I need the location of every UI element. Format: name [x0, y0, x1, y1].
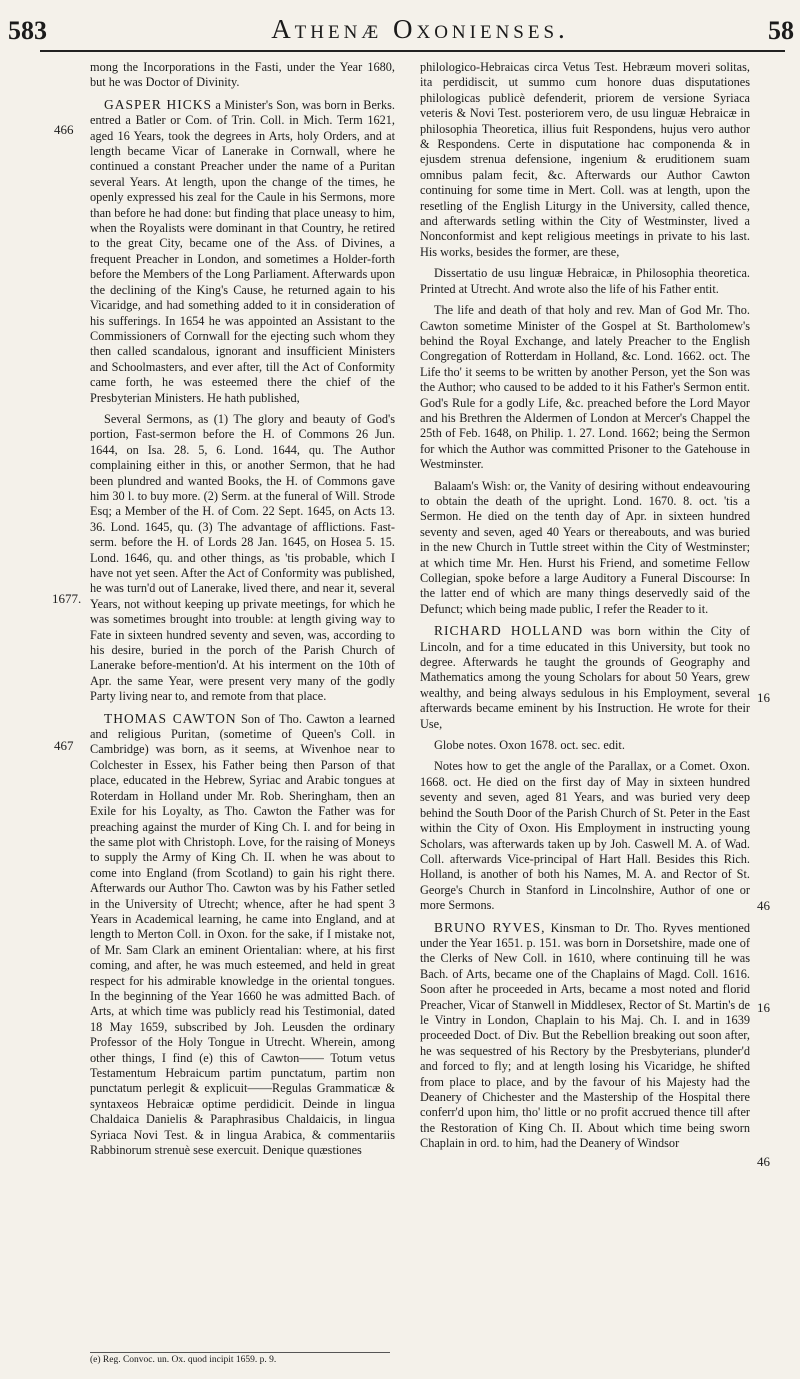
year-marker-1677: 1677.	[52, 591, 82, 606]
cawton-dissertatio: Dissertatio de usu linguæ Hebraicæ, in Philosophia theoretica. Printed at Utrecht. And wrote also the life of his Father entit.	[420, 266, 750, 296]
entry-name-cawton: THOMAS CAWTON	[104, 710, 237, 726]
entry-bruno-ryves	[420, 920, 750, 1152]
page-number-left: 583	[8, 16, 47, 45]
page-number-right: 58	[768, 16, 794, 45]
margin-number-right-a: 16	[757, 690, 770, 705]
entry-body-hicks: a Minister's Son, was born in Berks. entred a Batler or Com. of Trin. Coll. in Mich. Term 1621, aged 16 Years, took the degrees in Arts, holy Orders, and at length became Vicar of Lanerake in Cornwall, where he continued a constant Preacher under the name of a Puritan several Years. At length, upon the change of the times, he openly expressed his zeal for the Caule in his Sermons, more than before he had done: but finding that place uneasy to him, when the Royalists were dominant in that Country, he retired to the great City, became one of the Ass. of Divines, a frequent Preacher in London, and sometimes a Holder-forth before the Members of the Long Parliament. Afterwards upon the declining of the King's Cause, he returned again to his Vicaridge, and had something added to it in consideration of his sufferings. In 1654 he was appointed an Assistant to the Commissioners of Cornwall for the ejecting such whom they then called scandalous, ignorant and insufficient Ministers and Schoolmasters, and ever after, till the Act of Conformity came forth, he was esteemed there the chief of the Presbyterian Ministers. He hath published,	[90, 97, 395, 405]
margin-number-right-c: 16	[757, 1000, 770, 1015]
cawton-balaams-wish: Balaam's Wish: or, the Vanity of desiring without endeavouring to obtain the death of the upright. Lond. 1670. 8. oct. 'tis a Sermon. He died on the tenth day of Apr. in sixteen hundred seventy and seven, aged 40 Years or thereabouts, and was buried in the new Church in Tuttle street within the City of Westminster; at which time Mr. Hen. Hurst his Friend, and sometime Fellow Collegian, spoke before a large Auditory a Funeral Discourse: In the latter end of which are many things deservedly said of the Defunct; which being made public, I refer the Reader to it.	[420, 478, 750, 616]
continued-latin-paragraph: philologico-Hebraicas circa Vetus Test. Hebræum moveri solitas, ita perdidiscit, ut summo cum honore duas disputationes philologicas publicè defenderit, priorem de versione Syriaca veteris & Novi Test. posteriorem vero, de usu linguæ Hebraicæ in philosophia Theoretica, illius fuit Respondens, hujus vero author & Respondens. Certe in disputatione hac componenda & in ejusdem strenua defensione, ingenium & eruditionem suam omnibus palam fecit, &c. Afterwards our Author Cawton continuing for some time in Mert. Coll. was at length, upon the resetling of the English Liturgy in the University, called thence, and afterwards setling within the City of Westminster, lived a Nonconformist and kept religious meetings in private to his last. His works, besides the former, are these,	[420, 60, 750, 259]
entry-number-467: 467	[54, 738, 74, 753]
margin-number-right-d: 46	[757, 1154, 770, 1169]
entry-richard-holland	[420, 623, 750, 732]
holland-notes-parallax: Notes how to get the angle of the Parallax, or a Comet. Oxon. 1668. oct. He died on the first day of May in sixteen hundred seventy and seven, aged 81 Years, and was buried very deep behind the South Door of the Parish Church of St. Peter in the East within the City of Oxon. His Employment in instructing young Scholars, was afterwards taken up by Joh. Caswell M. A. of Wad. Coll. afterwards Vice-principal of Hart Hall. Besides this Rich. Holland, is another of both his Names, M. A. and Rector of St. George's Church in Stanford in Lincolnshire, Author of one or more Sermons.	[420, 759, 750, 913]
entry-name-ryves: BRUNO RYVES,	[434, 919, 546, 935]
entry-name-hicks: GASPER HICKS	[104, 96, 212, 112]
entry-body-ryves: Kinsman to Dr. Tho. Ryves mentioned under the Year 1651. p. 151. was born in Dorsetshire, made one of the Clerks of New Coll. in 1610, where continuing till he was Bach. of Arts, became one of the Chaplains of Magd. Coll. 1616. Soon after he proceeded in Arts, became a most noted and florid Preacher, Vicar of Stanwell in Middlesex, Rector of St. Martin's de le Vintry in London, Chaplain to his Maj. Ch. I. and in 1639 proceeded Doct. of Div. But the Rebellion breaking out soon after, he was sequestred of his Rectory by the Presbyterians, plunder'd and forced to fly; and at length losing his Vicaridge, he shifted from place to place, and by the favour of his Majesty had the Deanery of Chichester and the Mastership of the Hospital there conferr'd upon him, tho' little or no profit accrued thence till after the Restoration of King Ch. II. About which time being sworn Chaplain in ord. to him, had the Deanery of Windsor	[420, 920, 750, 1151]
continued-paragraph: mong the Incorporations in the Fasti, under the Year 1680, but he was Doctor of Divinity.	[90, 60, 395, 90]
entry-thomas-cawton	[90, 711, 395, 1159]
entry-gasper-hicks	[90, 97, 395, 406]
running-head-title: Athenæ Oxonienses.	[271, 14, 569, 44]
entry-body-holland: was born within the City of Lincoln, and for a time educated in this University, but took no degree. Afterwards he taught the grounds of Geography and Mathematics among the young Scholars for about 50 Years, grew wealthy, and being always sedulous in his Employment, several afterwards became eminent by his Instruction. He wrote for their Use,	[420, 624, 751, 731]
right-column	[420, 60, 750, 1158]
header-rule	[40, 50, 785, 52]
entry-body-cawton: Son of Tho. Cawton a learned and religious Puritan, (sometime of Queen's Coll. in Cambridge) was born, as it seems, at Wivenhoe near to Colchester in Essex, his Father being then Parson of that place, educated in the Hebrew, Syriac and Arabic tongues at Roterdam in Holland under Mr. Rob. Sheringham, then an Exile for his Loyalty, as Tho. Cawton the Father was for preaching against the murder of King Ch. I. and for being in the same plot with Christoph. Love, for the raising of Moneys to supply the Army of King Ch. II. when he was about to come into England (from Scotland) to gain his right there. Afterwards our Author Tho. Cawton was by his Father setled in the University of Utrecht; whence, after he had spent 3 Years in Academical learning, he came into England, and at length to Merton Coll. in Oxon. for the sake, if I mistake not, of Mr. Sam Clark an eminent Orientalian: where, at his first coming, and after, he was much esteemed, and held in great respect for his admirable knowledge in the oriental tongues. In the beginning of the Year 1660 he was admitted Bach. of Arts, at which time was publicly read his Testimonial, dated 18 May 1659, subscribed by Joh. Leusden the ordinary Professor of the Holy Tongue in Utrecht. Wherein, among other things, I find (e) this of Cawton—— Totum vetus Testamentum Hebraicum partim punctatum, partim non punctatum perlegit & explicuit——Regulas Grammaticæ & syntaxeos Hebraicæ optime perdidicit. Deinde in lingua Chaldaica Danielis & Paraphrasibus Chaldaicis, in lingua Syriaca Novi Test. & in lingua Arabica, & commentariis Rabbinorum strenuè sese exercuit. Denique quæstiones	[90, 711, 396, 1158]
holland-globe-notes: Globe notes. Oxon 1678. oct. sec. edit.	[434, 738, 625, 753]
entry-name-holland: RICHARD HOLLAND	[434, 623, 584, 639]
margin-number-right-b: 46	[757, 898, 770, 913]
entry-works-hicks: Several Sermons, as (1) The glory and beauty of God's portion, Fast-sermon before the H. of Commons 26 Jun. 1644, on Isa. 28. 5, 6. Lond. 1644, qu. The Author complaining either in this, or another Sermon, that he had been plundred and wanted Books, the H. of Commons gave him 30 l. to buy more. (2) Serm. at the funeral of Will. Strode Esq; a Member of the H. of Com. 22 Sept. 1645, on Acts 13. 36. Lond. 1645, qu. (3) The advantage of afflictions. Fast-serm. before the H. of Lords 28 Jan. 1645, on Hosea 5. 15. Lond. 1646, qu. and other things, as 'tis probable, which I have not yet seen. After the Act of Conformity was published, he was turn'd out of Lanerake, lived there, and near it, several Years, not without keeping up private meetings, for which he was sometimes brought into trouble: at length giving way to Fate in sixteen hundred seventy and seven, was, according to his desire, buried in the porch of the Parish Church of Lanerake before-mention'd. At his interment on the 10th of Apr. the same Year, were present very many of the godly Party living near to, and remote from that place.	[90, 411, 395, 704]
footnote: (e) Reg. Convoc. un. Ox. quod incipit 1659. p. 9.	[90, 1352, 390, 1365]
cawton-life-of-father: The life and death of that holy and rev. Man of God Mr. Tho. Cawton sometime Minister of the Gospel at St. Bartholomew's behind the Royal Exchange, and lately Preacher to the English Congregation of Rotterdam in Holland, &c. Lond. 1662. oct. The Life tho' it seems to be written by another Person, yet the Son was the Author; who caused to be added to it his Father's Sermon entit. God's Rule for a godly Life, &c. preached before the Lord Mayor and his Brethren the Aldermen of London at Mercer's Chappel the 25th of Feb. 1648, on Philip. 1. 27. Lond. 1662; being the Sermon for which the Author was committed Prisoner to the Gatehouse in Westminster.	[420, 303, 750, 472]
left-column	[90, 60, 395, 1164]
entry-number-466: 466	[54, 122, 74, 137]
